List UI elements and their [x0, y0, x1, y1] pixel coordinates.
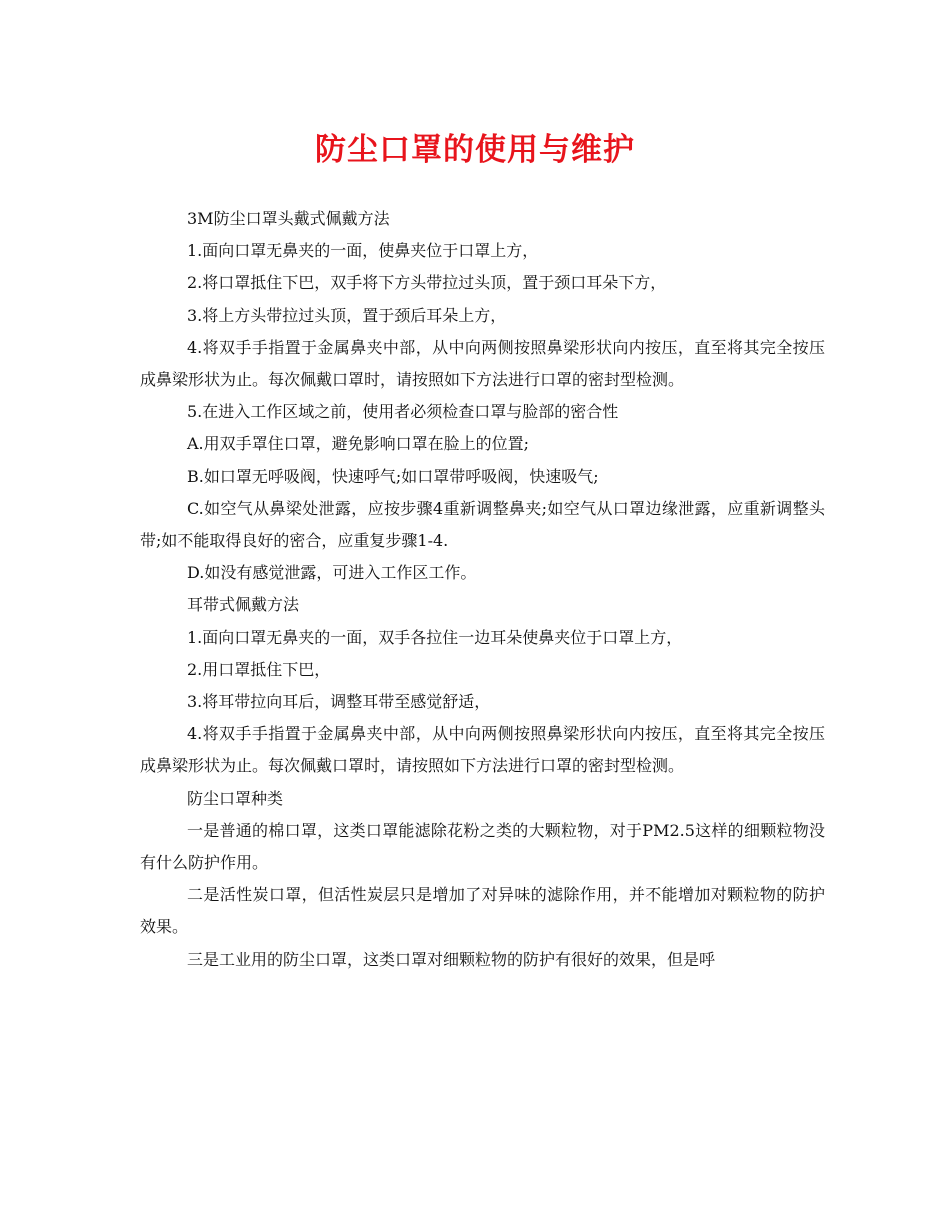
paragraph: 1.面向口罩无鼻夹的一面，双手各拉住一边耳朵使鼻夹位于口罩上方， — [187, 627, 683, 647]
paragraph: 三是工业用的防尘口罩，这类口罩对细颗粒物的防护有很好的效果，但是呼 — [187, 949, 716, 969]
paragraph: 耳带式佩戴方法 — [187, 595, 300, 615]
paragraph: 5.在进入工作区域之前，使用者必须检查口罩与脸部的密合性 — [187, 402, 619, 422]
paragraph: 4.将双手手指置于金属鼻夹中部，从中向两侧按照鼻梁形状向内按压，直至将其完全按压成鼻梁形状为止。每次佩戴口罩时，请按照如下方法进行口罩的密封型检测。 — [140, 337, 825, 390]
paragraph: 4.将双手手指置于金属鼻夹中部，从中向两侧按照鼻梁形状向内按压，直至将其完全按压成鼻梁形状为止。每次佩戴口罩时，请按照如下方法进行口罩的密封型检测。 — [140, 724, 825, 776]
paragraph: 3M防尘口罩头戴式佩戴方法 — [187, 209, 390, 228]
paragraph: 3.将耳带拉向耳后，调整耳带至感觉舒适， — [187, 692, 491, 712]
paragraph: A.用双手罩住口罩，避免影响口罩在脸上的位置; — [187, 434, 530, 454]
paragraph: D.如没有感觉泄露，可进入工作区工作。 — [187, 563, 477, 583]
paragraph: 3.将上方头带拉过头顶，置于颈后耳朵上方， — [187, 305, 507, 325]
paragraph: 一是普通的棉口罩，这类口罩能滤除花粉之类的大颗粒物，对于PM2.5这样的细颗粒物没有什么防护作用。 — [140, 820, 825, 873]
paragraph: 2.将口罩抵住下巴，双手将下方头带拉过头顶，置于颈口耳朵下方， — [187, 273, 667, 293]
document-title: 防尘口罩的使用与维护 — [315, 132, 635, 168]
paragraph: 1.面向口罩无鼻夹的一面，使鼻夹位于口罩上方， — [187, 241, 539, 261]
paragraph: C.如空气从鼻梁处泄露，应按步骤4重新调整鼻夹;如空气从口罩边缘泄露，应重新调整头带;如不能取得良好的密合，应重复步骤1-4. — [140, 498, 825, 551]
paragraph: 2.用口罩抵住下巴， — [187, 659, 331, 679]
paragraph: 二是活性炭口罩，但活性炭层只是增加了对异味的滤除作用，并不能增加对颗粒物的防护效果。 — [140, 885, 825, 937]
document-body — [140, 203, 825, 976]
paragraph: B.如口罩无呼吸阀，快速呼气;如口罩带呼吸阀，快速吸气; — [187, 466, 599, 486]
paragraph: 防尘口罩种类 — [187, 788, 284, 808]
